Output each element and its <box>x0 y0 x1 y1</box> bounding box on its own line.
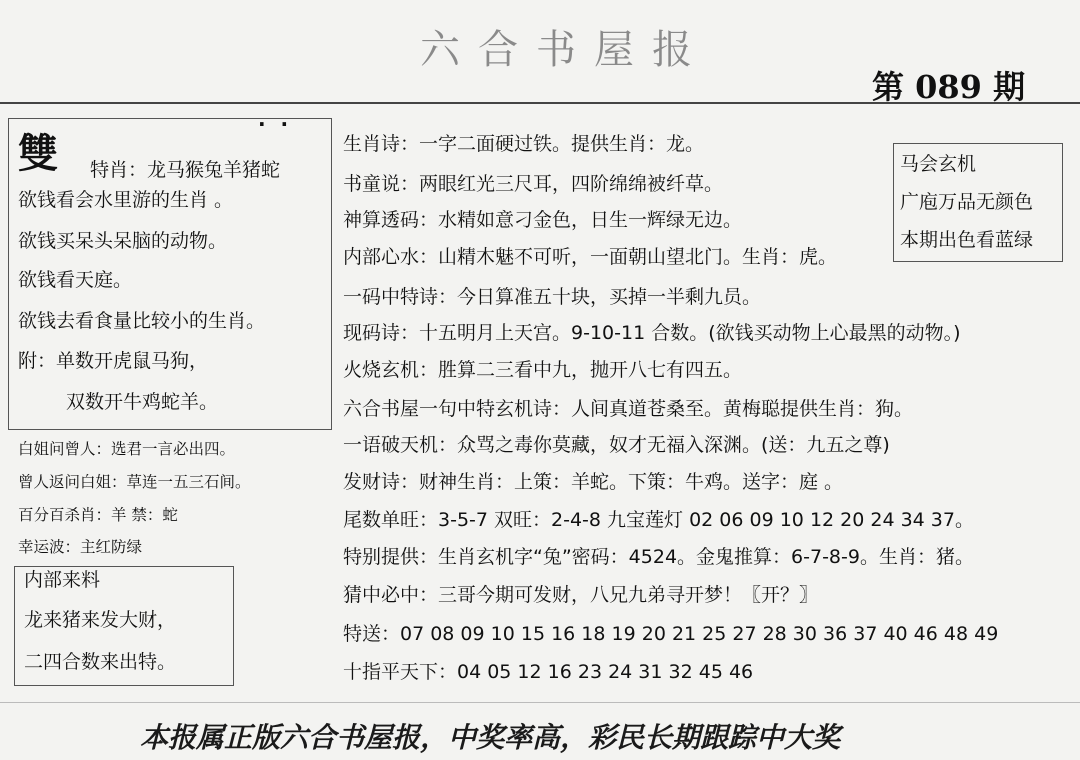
big-character: 雙 <box>18 130 58 177</box>
footer-divider <box>0 702 1080 703</box>
left-small-line: 百分百杀肖：羊 禁：蛇 <box>18 506 178 524</box>
footer-slogan: 本报属正版六合书屋报，中奖率高，彩民长期跟踪中大奖 <box>140 721 841 754</box>
main-line: 生肖诗：一字二面硬过铁。提供生肖：龙。 <box>343 133 705 155</box>
horse-club-line: 本期出色看蓝绿 <box>900 229 1034 251</box>
main-line: 一语破天机：众骂之毒你莫藏，奴才无福入深渊。(送：九五之尊) <box>343 434 890 456</box>
main-line: 猜中必中：三哥今期可发财，八兄九弟寻开梦！〖开？〗 <box>343 584 819 606</box>
newspaper-title: 六合书屋报 <box>420 27 710 73</box>
main-line: 书童说：两眼红光三尺耳，四阶绵绵被纤草。 <box>343 173 724 195</box>
internal-info-line: 二四合数来出特。 <box>24 651 177 673</box>
issue-number: 第 089 期 <box>872 68 1026 106</box>
left-line: 双数开牛鸡蛇羊。 <box>66 391 219 413</box>
horse-club-title: 马会玄机 <box>900 153 977 175</box>
decorative-dots: · · <box>258 112 293 136</box>
left-line: 欲钱去看食量比较小的生肖。 <box>18 310 266 332</box>
left-small-line: 曾人返问白姐：草连一五三石间。 <box>18 473 251 491</box>
left-line: 附：单数开虎鼠马狗， <box>18 350 209 372</box>
header-divider <box>0 102 1080 104</box>
main-line: 神算透码：水精如意刁金色，日生一辉绿无边。 <box>343 209 743 231</box>
main-line: 十指平天下：04 05 12 16 23 24 31 32 45 46 <box>343 661 754 683</box>
left-small-line: 白姐问曾人：选君一言必出四。 <box>18 440 236 458</box>
main-line: 一码中特诗：今日算准五十块，买掉一半剩九员。 <box>343 286 762 308</box>
left-small-line: 幸运波：主红防绿 <box>18 538 143 556</box>
main-line: 六合书屋一句中特玄机诗：人间真道苍桑至。黄梅聪提供生肖：狗。 <box>343 398 914 420</box>
main-line: 发财诗：财神生肖：上策：羊蛇。下策：牛鸡。送字：庭 。 <box>343 471 844 493</box>
main-line: 特别提供：生肖玄机字“兔”密码：4524。金鬼推算：6-7-8-9。生肖：猪。 <box>343 546 974 568</box>
main-line: 特送：07 08 09 10 15 16 18 19 20 21 25 27 28 30 36 37 40 46 48 49 <box>343 623 999 645</box>
left-line: 欲钱看会水里游的生肖 。 <box>18 189 234 211</box>
main-line: 内部心水：山精木魅不可听，一面朝山望北门。生肖：虎。 <box>343 246 838 268</box>
horse-club-line: 广庖万品无颜色 <box>900 191 1034 213</box>
main-line: 现码诗：十五明月上天宫。9-10-11 合数。(欲钱买动物上心最黑的动物。) <box>343 322 961 344</box>
left-line: 欲钱看天庭。 <box>18 269 133 291</box>
main-line: 火烧玄机：胜算二三看中九，抛开八七有四五。 <box>343 359 743 381</box>
left-line: 欲钱买呆头呆脑的动物。 <box>18 230 228 252</box>
internal-info-line: 龙来猪来发大财， <box>24 609 177 631</box>
internal-info-title: 内部来料 <box>24 569 101 591</box>
main-line: 尾数单旺：3-5-7 双旺：2-4-8 九宝莲灯 02 06 09 10 12 20 24 34 37。 <box>343 509 974 531</box>
special-zodiac-line: 特肖：龙马猴兔羊猪蛇 <box>90 159 281 181</box>
